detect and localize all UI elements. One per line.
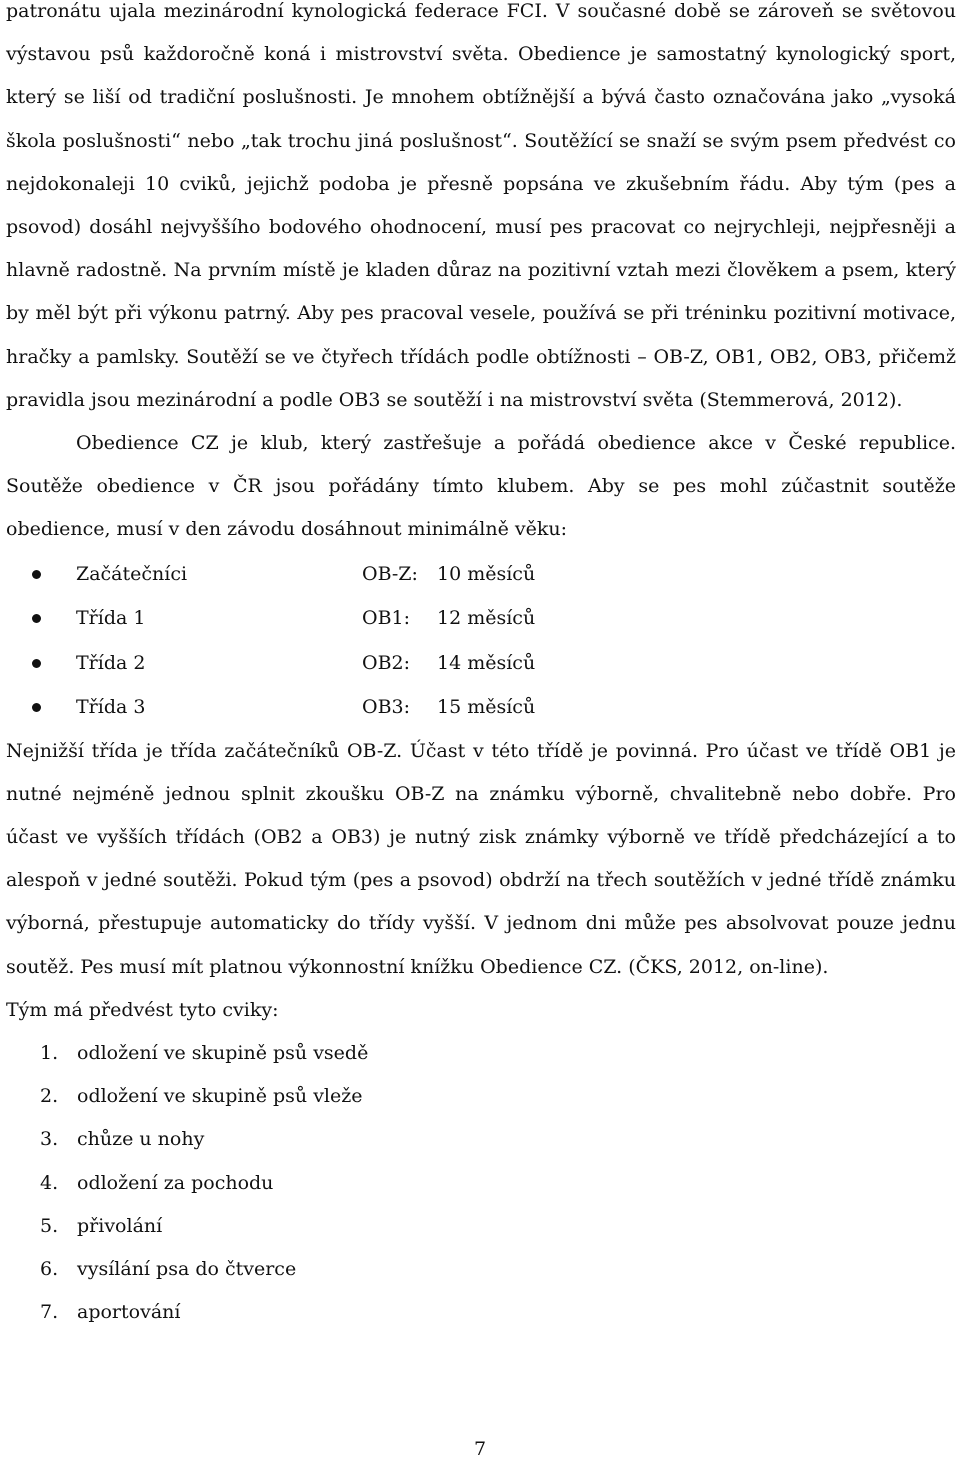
- exercise-text: chůze u nohy: [77, 1128, 205, 1151]
- page-number: 7: [473, 1438, 487, 1460]
- exercise-text: odložení za pochodu: [77, 1171, 274, 1194]
- exercise-number: 3.: [40, 1128, 59, 1151]
- exercise-text: vysílání psa do čtverce: [77, 1258, 297, 1280]
- list-item: [6, 1205, 956, 1248]
- class-code: OB2:: [362, 651, 411, 674]
- paragraph-exercises-intro: Tým má předvést tyto cviky:: [6, 998, 279, 1021]
- list-item: [6, 596, 956, 641]
- exercise-text: aportování: [77, 1301, 181, 1324]
- list-item: [6, 1291, 956, 1334]
- class-name: Třída 1: [76, 607, 146, 630]
- paragraph-obedience-cz: Obedience CZ je klub, který zastřešuje a pořádá obedience akce v České republice. Soutěže obedience v ČR jsou pořádány tímto klubem. Aby se pes mohl zúčastnit soutěže obedience, musí v den závodu dosáhnout minimálně věku:: [6, 432, 956, 541]
- class-name: Třída 3: [76, 696, 146, 719]
- minimum-age: 12 měsíců: [437, 607, 536, 630]
- exercise-text: odložení ve skupině psů vsedě: [77, 1042, 369, 1065]
- class-name: Třída 2: [76, 651, 146, 674]
- minimum-age: 15 měsíců: [437, 696, 536, 719]
- exercise-number: 6.: [40, 1258, 59, 1280]
- exercise-number: 4.: [40, 1171, 59, 1194]
- document-page: [6, 0, 956, 1334]
- paragraph-class-rules: Nejnižší třída je třída začátečníků OB-Z. Účast v této třídě je povinná. Pro účast ve třídě OB1 je nutné nejméně jednou splnit zkoušku OB-Z na známku výborně, chvalitebně nebo dobře. Pro účast ve vyšších třídách (OB2 a OB3) je nutný zisk známky výborně ve třídě předcházející a to alespoň v jedné soutěži. Pokud tým (pes a psovod) obdrží na třech soutěžích v jedné třídě známku výborná, přestupuje automaticky do třídy vyšší. V jednom dni může pes absolvovat pouze jednu soutěž. Pes musí mít platnou výkonnostní knížku Obedience CZ. (ČKS, 2012, on-line).: [6, 739, 956, 978]
- exercise-list: [6, 1032, 956, 1334]
- exercise-text: odložení ve skupině psů vleže: [77, 1085, 363, 1108]
- bullet-icon: [32, 659, 41, 668]
- list-item: [6, 552, 956, 597]
- bullet-icon: [32, 614, 41, 623]
- class-code: OB1:: [362, 607, 411, 630]
- list-item: [6, 1248, 956, 1291]
- minimum-age: 14 měsíců: [437, 651, 536, 674]
- list-item: [6, 1162, 956, 1205]
- list-item: [6, 1032, 956, 1075]
- class-code: OB3:: [362, 696, 411, 719]
- bullet-icon: [32, 703, 41, 712]
- class-code: OB-Z:: [362, 562, 418, 585]
- exercise-number: 7.: [40, 1301, 59, 1324]
- class-name: Začátečníci: [76, 562, 188, 585]
- list-item: [6, 1075, 956, 1118]
- bullet-icon: [32, 570, 41, 579]
- exercise-number: 2.: [40, 1085, 59, 1108]
- exercise-number: 1.: [40, 1042, 59, 1065]
- minimum-age: 10 měsíců: [437, 562, 536, 585]
- list-item: [6, 1118, 956, 1161]
- list-item: [6, 685, 956, 730]
- list-item: [6, 641, 956, 686]
- exercise-text: přivolání: [77, 1214, 163, 1237]
- minimum-age-list: [6, 552, 956, 730]
- exercise-number: 5.: [40, 1214, 59, 1237]
- paragraph-obedience-intro: patronátu ujala mezinárodní kynologická federace FCI. V současné době se zároveň se světovou výstavou psů každoročně koná i mistrovství světa. Obedience je samostatný kynologický sport, který se liší od tradiční poslušnosti. Je mnohem obtížnější a bývá často označována jako „vysoká škola poslušnosti“ nebo „tak trochu jiná poslušnost“. Soutěžící se snaží se svým psem předvést co nejdokonaleji 10 cviků, jejichž podoba je přesně popsána ve zkušebním řádu. Aby tým (pes a psovod) dosáhl nejvyššího bodového ohodnocení, musí pes pracovat co nejrychleji, nejpřesněji a hlavně radostně. Na prvním místě je kladen důraz na pozitivní vztah mezi člověkem a psem, který by měl být při výkonu patrný. Aby pes pracoval vesele, používá se při tréninku pozitivní motivace, hračky a pamlsky. Soutěží se ve čtyřech třídách podle obtížnosti – OB-Z, OB1, OB2, OB3, přičemž pravidla jsou mezinárodní a podle OB3 se soutěží i na mistrovství světa (Stemmerová, 2012).: [6, 0, 956, 411]
